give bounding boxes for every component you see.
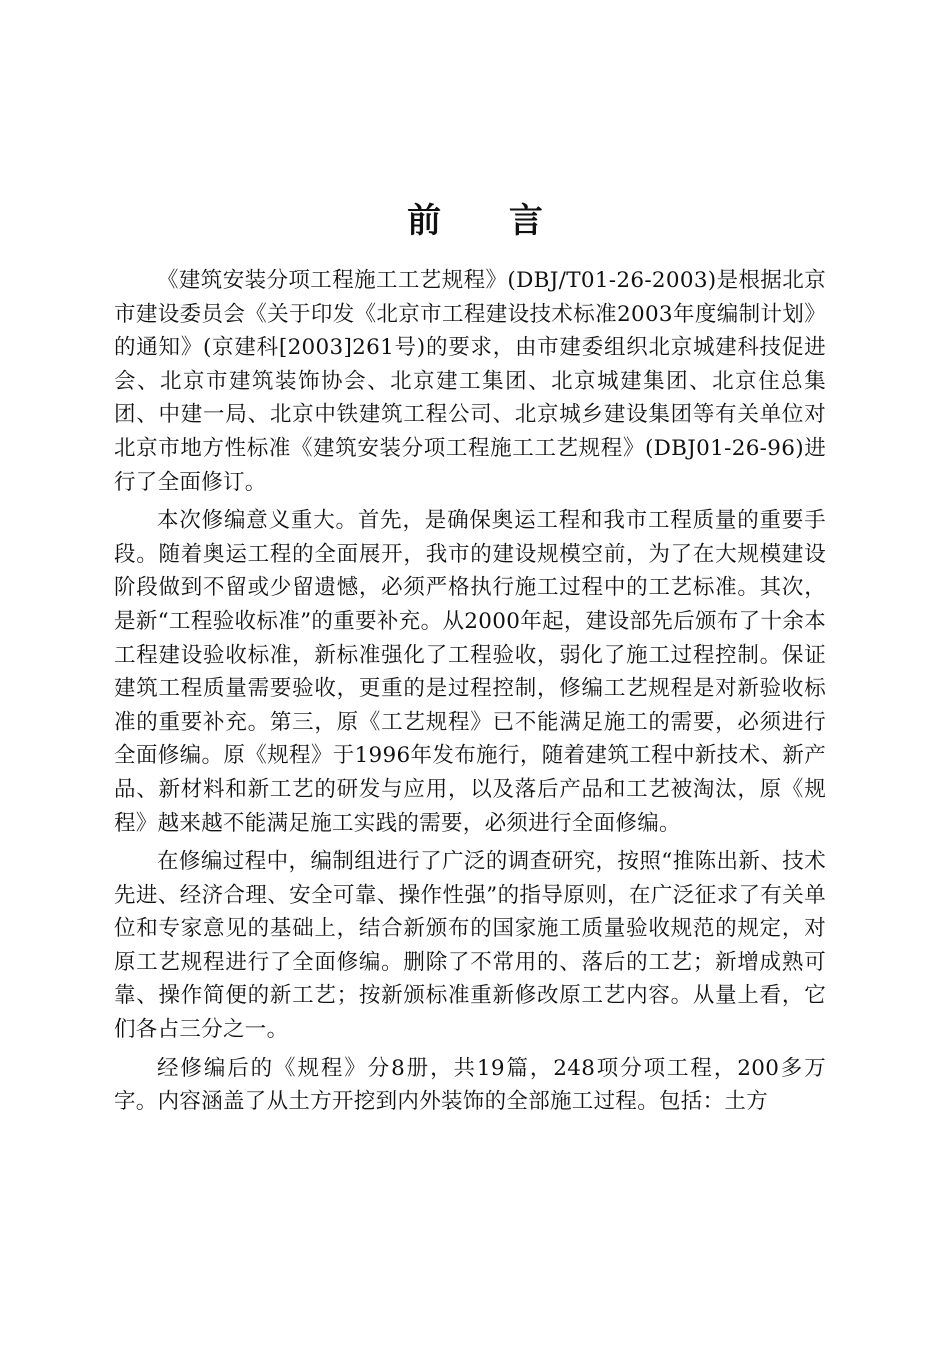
paragraph-1: 《建筑安装分项工程施工工艺规程》(DBJ/T01-26-2003)是根据北京市建设委员会《关于印发《北京市工程建设技术标准2003年度编制计划》的通知》(京建科[2003]261号)的要求，由市建委组织北京城建科技促进会、北京市建筑装饰协会、北京建工集团、北京城建集团、北京住总集团、中建一局、北京中铁建筑工程公司、北京城乡建设集团等有关单位对北京市地方性标准《建筑安装分项工程施工工艺规程》(DBJ01-26-96)进行了全面修订。 xyxy=(114,268,826,495)
paragraph-3: 在修编过程中，编制组进行了广泛的调查研究，按照“推陈出新、技术先进、经济合理、安全可靠、操作性强”的指导原则，在广泛征求了有关单位和专家意见的基础上，结合新颁布的国家施工质量验收规范的规定，对原工艺规程进行了全面修编。删除了不常用的、落后的工艺；新增成熟可靠、操作简便的新工艺；按新颁标准重新修改原工艺内容。从量上看，它们各占三分之一。 xyxy=(114,849,826,1043)
paragraph-2: 本次修编意义重大。首先，是确保奥运工程和我市工程质量的重要手段。随着奥运工程的全面展开，我市的建设规模空前，为了在大规模建设阶段做到不留或少留遗憾，必须严格执行施工过程中的工艺标准。其次，是新“工程验收标准”的重要补充。从2000年起，建设部先后颁布了十余本工程建设验收标准，新标准强化了工程验收，弱化了施工过程控制。保证建筑工程质量需要验收，更重的是过程控制，修编工艺规程是对新验收标准的重要补充。第三，原《工艺规程》已不能满足施工的需要，必须进行全面修编。原《规程》于1996年发布施行，随着建筑工程中新技术、新产品、新材料和新工艺的研发与应用，以及落后产品和工艺被淘汰，原《规程》越来越不能满足施工实践的需要，必须进行全面修编。 xyxy=(114,508,826,836)
preface-body xyxy=(114,264,826,1124)
page-title: 前 言 xyxy=(407,200,571,241)
paragraph-4: 经修编后的《规程》分8册，共19篇，248项分项工程，200多万字。内容涵盖了从土方开挖到内外装饰的全部施工过程。包括：土方 xyxy=(114,1055,826,1115)
